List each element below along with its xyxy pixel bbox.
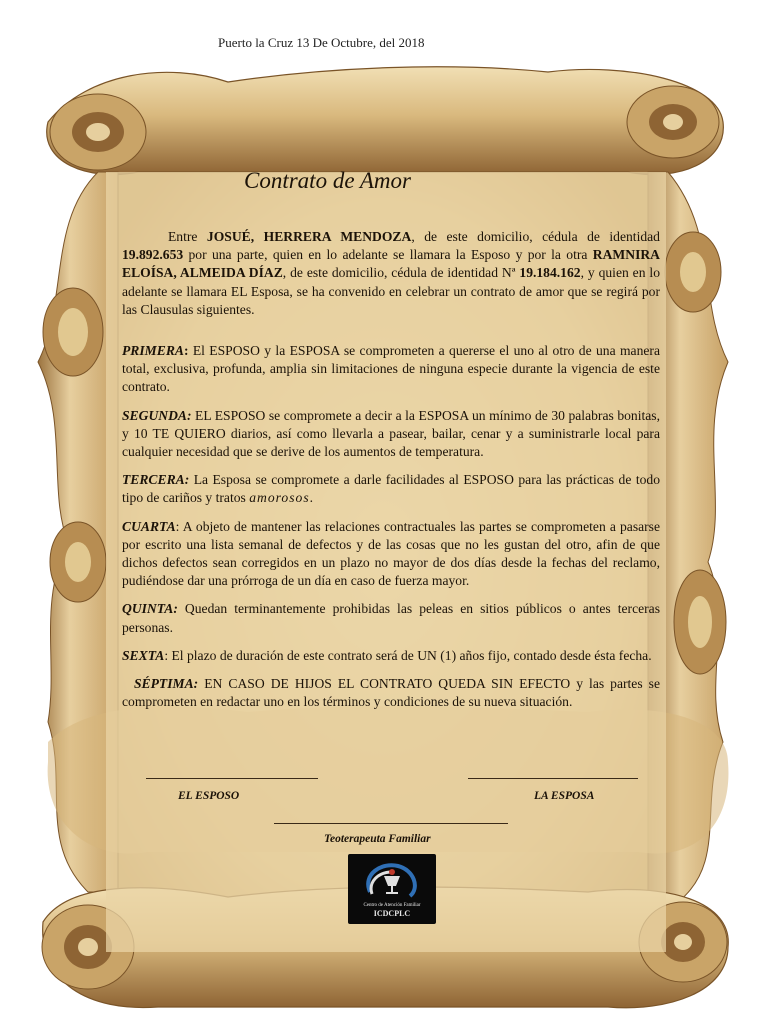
intro-text-2: , de este domicilio, cédula de identidad <box>411 229 660 244</box>
intro-text-1: Entre <box>168 229 207 244</box>
clause-quinta <box>122 600 660 636</box>
wife-id: 19.184.162 <box>519 265 581 281</box>
clause-emph-tercera: amorosos <box>249 490 310 506</box>
clause-primera <box>122 342 660 397</box>
clause-label-segunda: SEGUNDA: <box>122 407 192 423</box>
therapist-signature-label: Teoterapeuta Familiar <box>324 833 431 845</box>
wife-signature-line <box>468 778 638 779</box>
clause-text-primera: El ESPOSO y la ESPOSA se comprometen a quererse el uno al otro de una manera total, exclusiva, profunda, amplia sin limitaciones de ninguna especie durante la vigencia de este contrato. <box>122 343 660 395</box>
wife-name: RAMNIRA ELOÍSA, ALMEIDA DÍAZ <box>122 247 660 281</box>
clause-label-quinta: QUINTA: <box>122 601 178 617</box>
husband-name: JOSUÉ, HERRERA MENDOZA <box>206 229 412 244</box>
clause-septima <box>122 675 660 711</box>
document-title: Contrato de Amor <box>244 168 411 193</box>
clause-label-primera: PRIMERA <box>122 343 184 358</box>
clause-colon-primera: : <box>183 343 189 358</box>
clause-label-septima: SÉPTIMA: <box>134 676 199 692</box>
clause-text-quinta: Quedan terminantemente prohibidas las peleas en sitios públicos o antes terceras personas. <box>122 601 660 635</box>
clause-label-cuarta: CUARTA <box>122 518 176 534</box>
husband-signature-line <box>146 778 318 779</box>
clause-text-sexta: : El plazo de duración de este contrato será de UN (1) años fijo, contado desde ésta fecha. <box>164 647 652 663</box>
clause-tercera <box>122 471 660 507</box>
intro-paragraph <box>122 228 660 319</box>
clause-label-tercera: TERCERA: <box>122 472 190 488</box>
clause-end-tercera: . <box>309 490 314 506</box>
clause-text-cuarta: : A objeto de mantener las relaciones contractuales las partes se comprometen a pasarse por escrito una lista semanal de defectos y de las cosas que no les gustan del otro, afin de que dichos defectos sean corregidos en un plazo no mayor de dos días desde la fechas del reclamo, pudiéndose dar una prórroga de un día en caso de fuerza mayor. <box>122 518 660 589</box>
clause-text-tercera: La Esposa se compromete a darle facilidades al ESPOSO para las prácticas de todo tipo de cariños y tratos <box>122 472 660 506</box>
therapist-signature-line <box>274 823 508 824</box>
clauses <box>122 342 660 721</box>
intro-text-5: , y quien en lo adelante se llamara EL Esposa, se ha convenido en celebrar un contrato de amor que se regirá por las Clausulas siguientes. <box>122 265 660 317</box>
clause-sexta <box>122 647 660 665</box>
husband-id: 19.892.653 <box>122 247 184 263</box>
logo-line1: Centro de Atención Familiar <box>363 903 421 908</box>
clause-label-sexta: SEXTA <box>122 647 165 663</box>
wife-signature-label: LA ESPOSA <box>534 790 595 802</box>
clause-segunda <box>122 407 660 462</box>
place-date: Puerto la Cruz 13 De Octubre, del 2018 <box>218 35 425 50</box>
husband-signature-label: EL ESPOSO <box>178 790 240 802</box>
clause-text-segunda: EL ESPOSO se compromete a decir a la ESPOSA un mínimo de 30 palabras bonitas, y 10 TE QUIERO diarios, así como llevarla a pasear, bailar, cenar y a suministrarle local para cualquier necesidad que se derive de los aumentos de temperatura. <box>122 407 660 460</box>
intro-text-4: , de este domicilio, cédula de identidad Nª <box>282 265 520 281</box>
intro-text-3: por una parte, quien en lo adelante se llamara la Esposo y por la otra <box>183 247 593 263</box>
center-logo <box>348 854 436 924</box>
logo-line2: ICDCPLC <box>373 909 411 918</box>
clause-text-septima: EN CASO DE HIJOS EL CONTRATO QUEDA SIN EFECTO y las partes se comprometen en redactar uno en los términos y condiciones de su nueva situación. <box>122 676 660 710</box>
clause-cuarta <box>122 518 660 591</box>
